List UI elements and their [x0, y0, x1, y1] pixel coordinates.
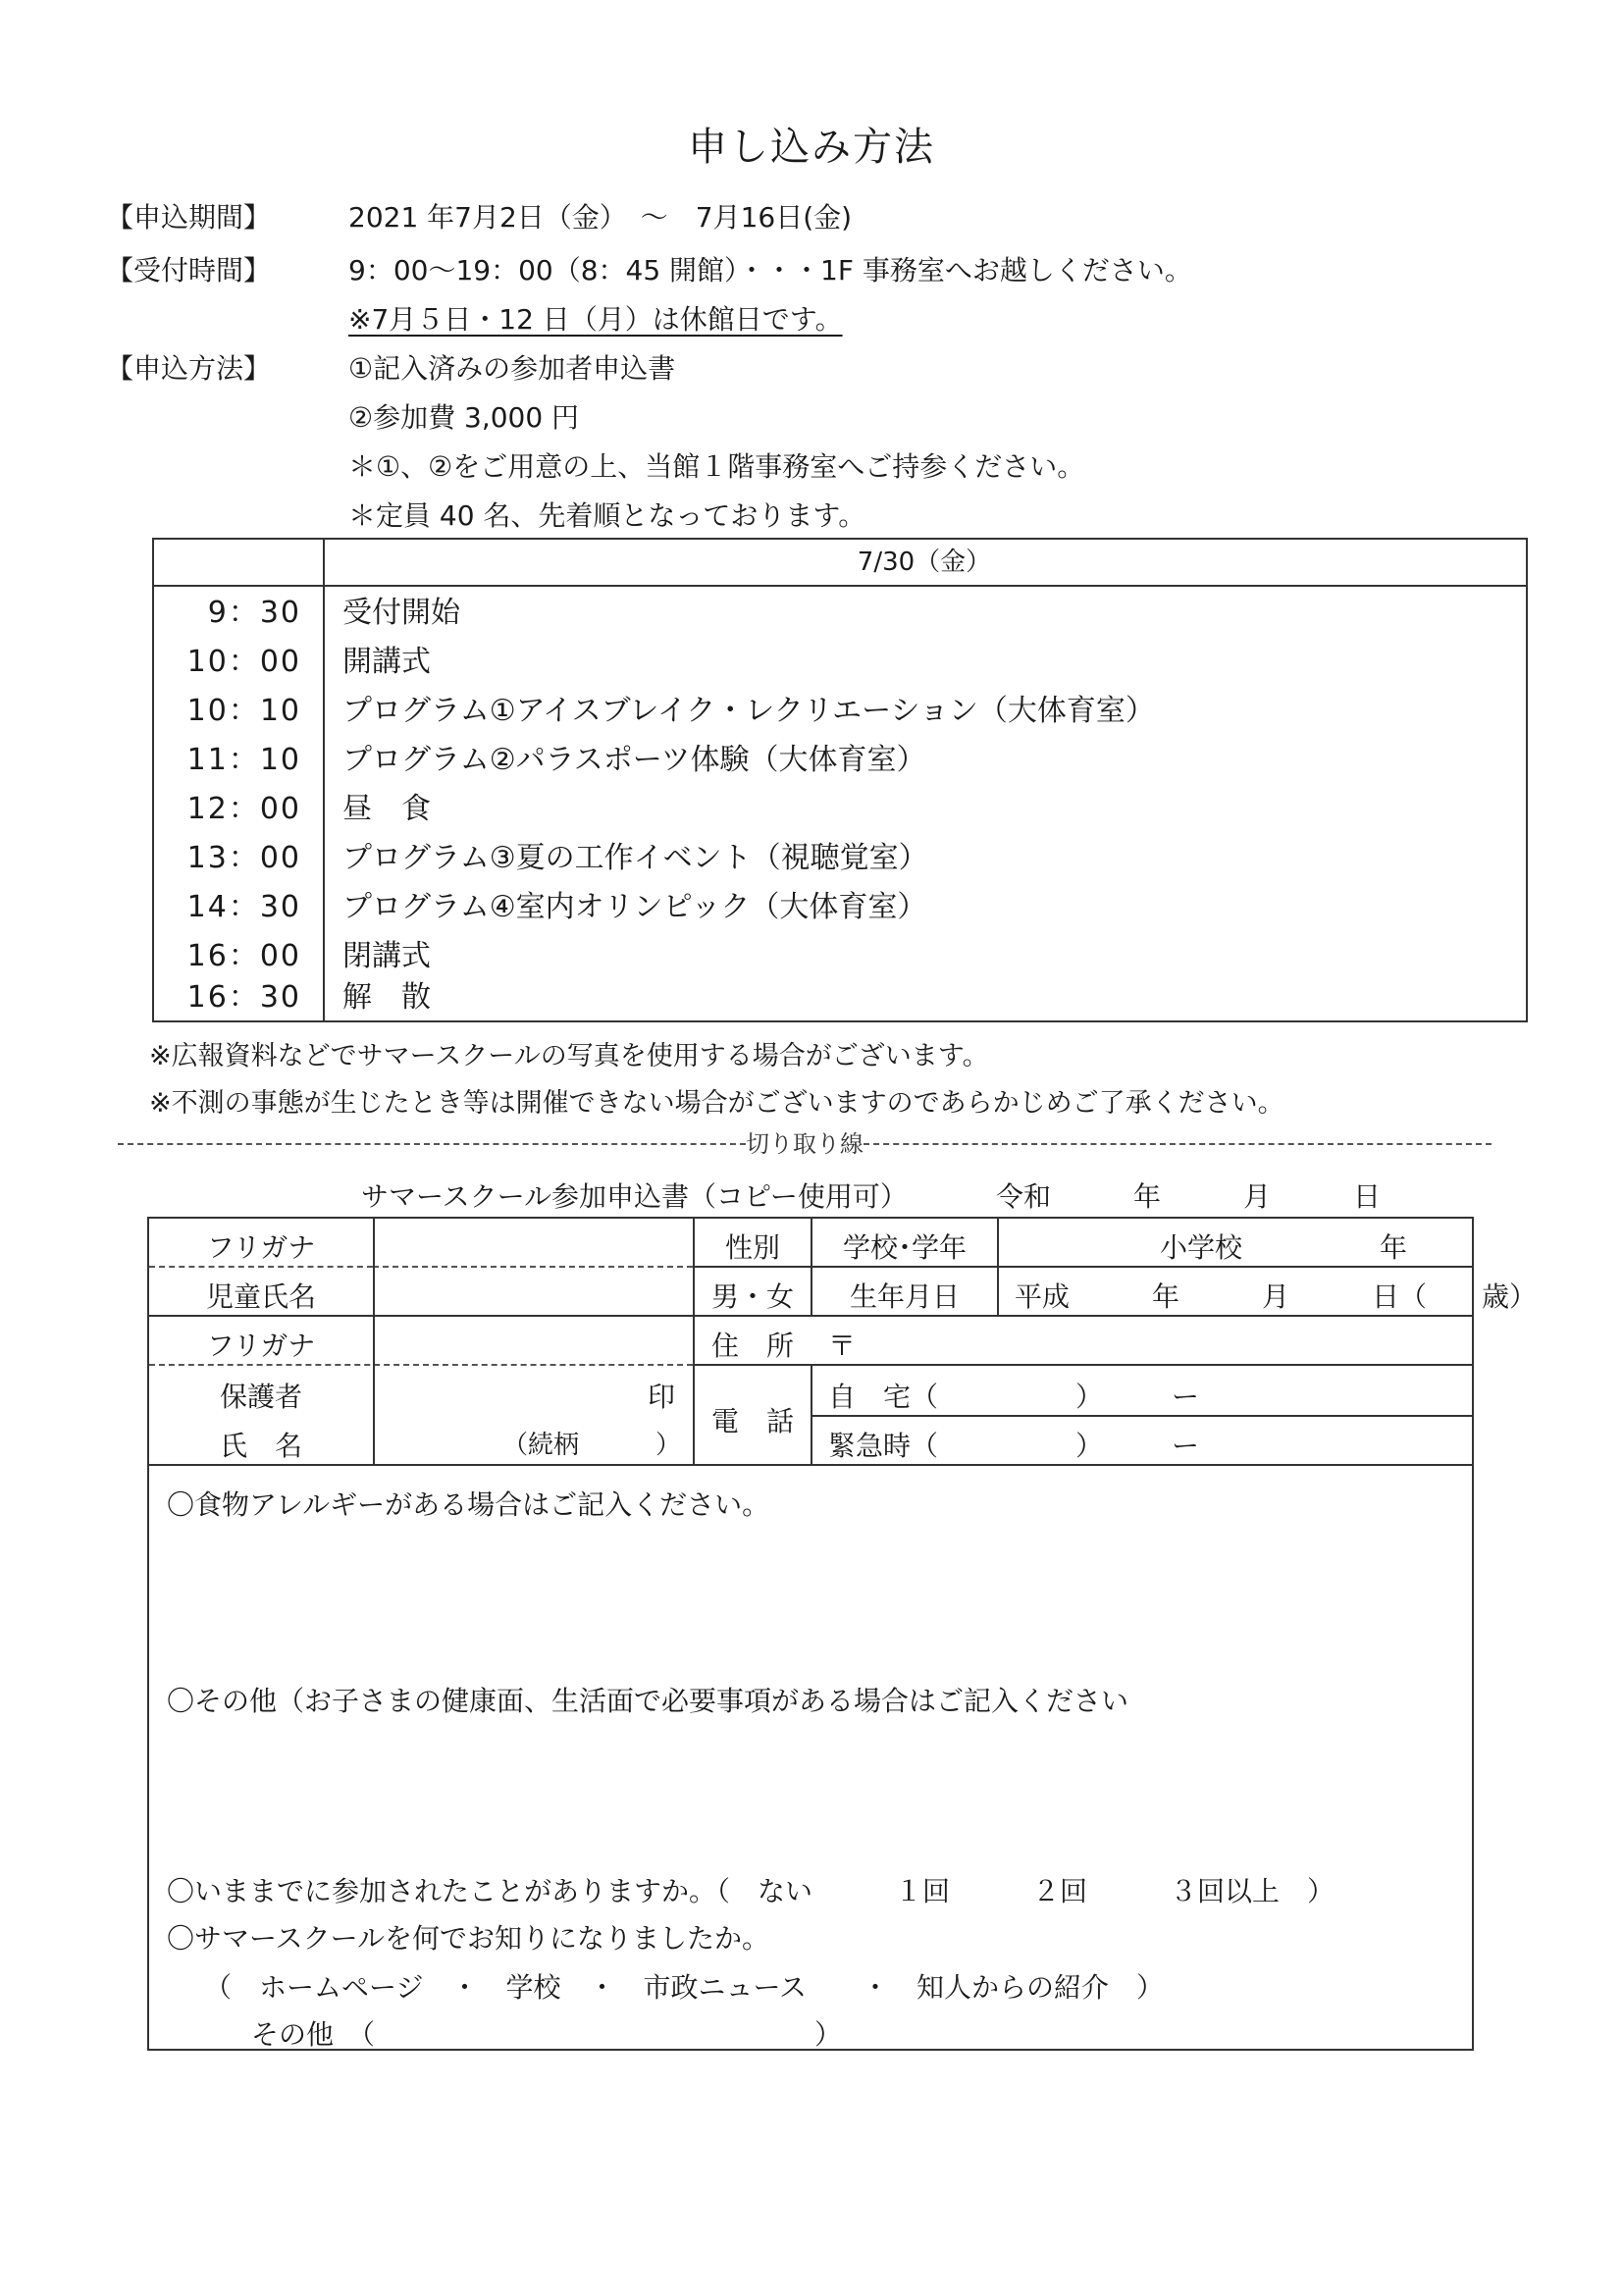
- schedule-event: プログラム②パラスポーツ体験（大体育室）: [342, 743, 926, 777]
- other-health-prompt: 〇その他（お子さまの健康面、生活面で必要事項がある場合はご記入ください: [167, 1685, 1129, 1717]
- source-question: 〇サマースクールを何でお知りになりましたか。: [167, 1922, 770, 1955]
- furigana-label: フリガナ: [206, 1231, 316, 1264]
- sex-options[interactable]: 男・女: [710, 1280, 794, 1313]
- schedule-time: 9：30: [207, 596, 301, 630]
- relation-field[interactable]: （続柄 ）: [502, 1431, 682, 1460]
- schedule-row: [154, 687, 1526, 736]
- schedule-row: [154, 973, 1526, 1022]
- schedule-row: [154, 834, 1526, 883]
- home-phone-field[interactable]: 自 宅（ ） ー: [828, 1381, 1200, 1413]
- guardian-name-label: 氏 名: [219, 1430, 302, 1462]
- schedule-event: 閉講式: [342, 939, 431, 973]
- child-name-label: 児童氏名: [205, 1280, 316, 1313]
- schedule-time: 10：00: [186, 645, 301, 679]
- other-health-field[interactable]: [167, 1729, 1442, 1856]
- method-label: 【申込方法】: [106, 352, 272, 385]
- source-other-field[interactable]: その他 （ ）: [251, 2018, 843, 2051]
- school-label: 学校･学年: [842, 1231, 967, 1264]
- schedule-table: [152, 538, 1528, 1022]
- note-photo: ※広報資料などでサマースクールの写真を使用する場合がございます。: [149, 1041, 989, 1071]
- schedule-row: [154, 589, 1526, 638]
- source-options[interactable]: （ ホームページ ・ 学校 ・ 市政ニュース ・ 知人からの紹介 ）: [204, 1971, 1165, 2004]
- schedule-time: 14：30: [186, 890, 301, 924]
- child-name-field[interactable]: [377, 1272, 691, 1313]
- schedule-event: プログラム③夏の工作イベント（視聴覚室）: [342, 841, 928, 875]
- page-title: 申し込み方法: [688, 125, 935, 170]
- closed-day-note: ※7月５日・12 日（月）は休館日です。: [348, 303, 843, 336]
- emergency-phone-field[interactable]: 緊急時（ ） ー: [828, 1430, 1200, 1462]
- schedule-event: プログラム①アイスブレイク・レクリエーション（大体育室）: [342, 694, 1155, 728]
- guardian-furigana-field[interactable]: [377, 1321, 691, 1362]
- birth-date-field[interactable]: 平成 年 月 日（ 歳）: [1015, 1280, 1538, 1313]
- schedule-time: 16：00: [186, 939, 301, 973]
- guardian-furigana-label: フリガナ: [206, 1330, 316, 1362]
- schedule-time: 16：30: [186, 980, 301, 1015]
- schedule-event: プログラム④室内オリンピック（大体育室）: [342, 890, 927, 924]
- application-form: [147, 1217, 1538, 2051]
- schedule-time: 11：10: [186, 743, 301, 777]
- schedule-row: [154, 736, 1526, 785]
- note-cancellation: ※不測の事態が生じたとき等は開催できない場合がございますのであらかじめご了承ください。: [149, 1088, 1284, 1119]
- reception-value: 9：00～19：00（8：45 開館）・・・1F 事務室へお越しください。: [348, 254, 1192, 287]
- birth-label: 生年月日: [849, 1280, 960, 1313]
- schedule-event: 解 散: [342, 980, 431, 1015]
- form-date-fields: 令和 年 月 日: [996, 1180, 1382, 1213]
- schedule-row: [154, 638, 1526, 687]
- cut-line: [118, 1126, 1492, 1162]
- schedule-event: 昼 食: [342, 792, 431, 826]
- method-line: ①記入済みの参加者申込書: [348, 352, 676, 385]
- sex-label: 性別: [724, 1231, 780, 1264]
- allergy-field[interactable]: [167, 1533, 1442, 1660]
- schedule-time: 13：00: [186, 841, 301, 875]
- participation-question[interactable]: 〇いままでに参加されたことがありますか。（ ない １回 ２回 ３回以上 ）: [167, 1875, 1335, 1907]
- allergy-prompt: 〇食物アレルギーがある場合はご記入ください。: [167, 1488, 770, 1521]
- seal-mark: 印: [648, 1381, 676, 1413]
- guardian-label: 保護者: [219, 1381, 302, 1413]
- schedule-row: [154, 785, 1526, 834]
- method-line: ②参加費 3,000 円: [348, 401, 580, 434]
- method-line: ＊定員 40 名、先着順となっております。: [348, 499, 866, 532]
- school-grade-field[interactable]: 小学校 年: [1160, 1231, 1408, 1264]
- postal-mark: 〒: [828, 1330, 857, 1362]
- schedule-row: [154, 883, 1526, 932]
- cut-line-label: 切り取り線: [746, 1126, 864, 1162]
- form-heading: サマースクール参加申込書（コピー使用可）: [361, 1180, 908, 1213]
- schedule-event: 開講式: [342, 645, 431, 679]
- address-label: 住 所: [710, 1330, 794, 1362]
- period-label: 【申込期間】: [106, 201, 272, 234]
- child-furigana-field[interactable]: [377, 1223, 691, 1264]
- schedule-date-header: 7/30（金）: [857, 548, 992, 577]
- period-value: 2021 年7月2日（金） ～ 7月16日(金): [348, 201, 853, 234]
- schedule-event: 受付開始: [342, 596, 460, 630]
- method-line: ＊①、②をご用意の上、当館１階事務室へご持参ください。: [348, 450, 1085, 483]
- schedule-time: 10：10: [186, 694, 301, 728]
- phone-label: 電 話: [710, 1405, 794, 1437]
- schedule-time: 12：00: [186, 792, 301, 826]
- reception-label: 【受付時間】: [106, 254, 272, 287]
